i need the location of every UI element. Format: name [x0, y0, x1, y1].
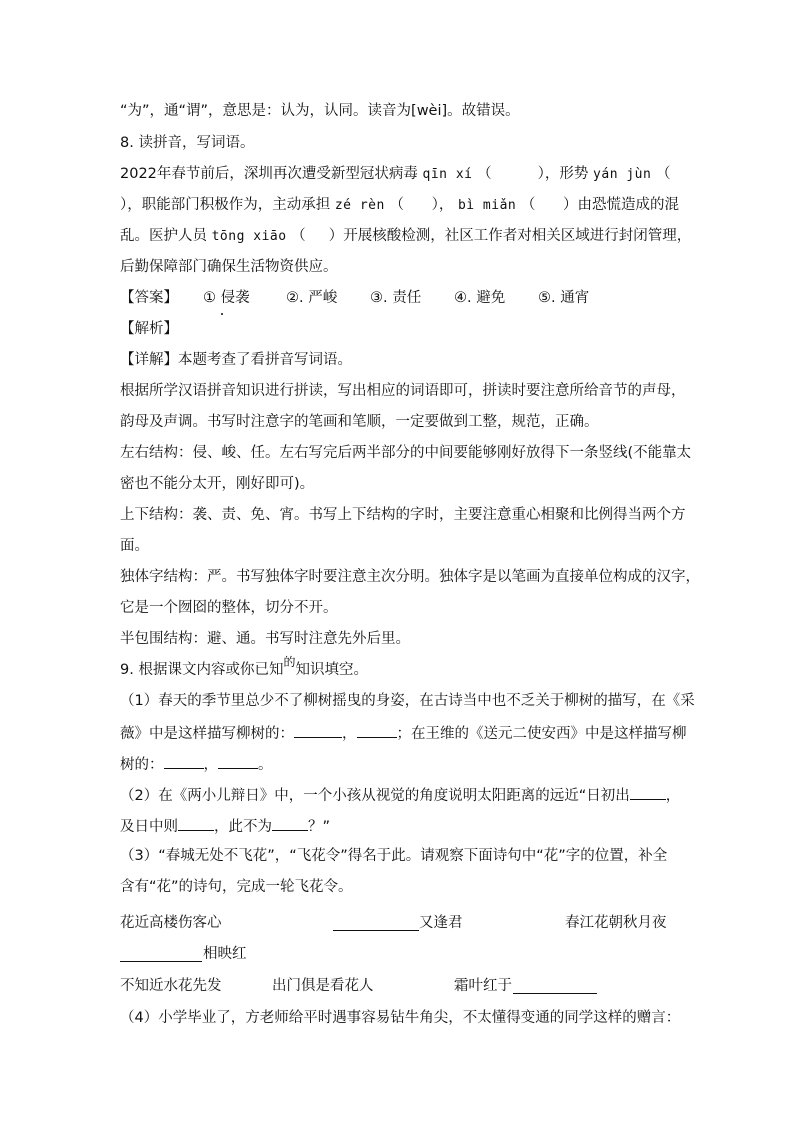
q9-4-line: （4）小学毕业了，方老师给平时遇事容易钻牛角尖，不太懂得变通的同学这样的赠言：	[120, 1010, 681, 1026]
explain-2a: 左右结构：侵、峻、任。左右写完后两半部分的中间要能够刚好放得下一条竖线(不能靠太	[120, 445, 692, 461]
poem-line-3: 春江花朝秋月夜	[565, 915, 667, 931]
poem-line-5: 不知近水花先发	[120, 978, 222, 994]
fill-blank[interactable]	[164, 753, 204, 769]
pinyin-qin-xi: qīn xí	[422, 167, 473, 182]
q8-text: （ ）开展核酸检测，社区工作者对相关区域进行封闭管理，	[291, 228, 692, 244]
q9-2-line-b	[120, 815, 330, 837]
emphasis-dot	[221, 313, 223, 315]
explain-1a: 根据所学汉语拼音知识进行拼读，写出相应的词语即可，拼读时要注意所给音节的声母，	[120, 383, 686, 399]
detail-line: 【详解】本题考查了看拼音写词语。	[120, 352, 352, 368]
fill-blank[interactable]	[630, 784, 666, 800]
q9-text: 。	[258, 757, 273, 773]
explain-3a: 上下结构：袭、责、免、宵。书写上下结构的字时，主要注意重心相聚和比例得当两个方	[120, 507, 686, 523]
q9-3-line-a: （3）“春城无处不飞花”，“飞花令”得名于此。请观察下面诗句中“花”字的位置，补全	[120, 848, 668, 864]
q8-text: （ ），	[389, 197, 454, 213]
fill-blank[interactable]	[120, 944, 202, 962]
fill-blank[interactable]	[333, 913, 419, 931]
q9-text: 及日中则	[120, 819, 178, 835]
q9-text: ，	[665, 788, 681, 804]
answer-label: 【答案】	[120, 290, 178, 306]
q9-1-line-b	[120, 722, 687, 744]
q9-text: 薇》中是这样描写柳树的：	[120, 726, 294, 742]
q9-text: ，	[203, 757, 218, 773]
pinyin-yan-jun: yán jùn	[593, 167, 652, 182]
q8-text: 2022年春节前后，深圳再次遭受新型冠状病毒	[120, 166, 418, 182]
pinyin-tong-xiao: tōng xiāo	[211, 229, 287, 244]
q9-2-line-a	[120, 784, 680, 806]
fill-blank[interactable]	[178, 815, 214, 831]
q9-text: 树的：	[120, 757, 164, 773]
q9-3-line-b: 含有“花”的诗句，完成一轮飞花令。	[120, 879, 353, 895]
q9-1-line-c	[120, 753, 273, 775]
fill-blank[interactable]	[513, 976, 597, 994]
answer-3: ③. 责任	[370, 290, 422, 306]
answer-1: ① 侵袭	[203, 290, 250, 306]
explain-4b: 它是一个囫囵的整体，切分不开。	[120, 600, 338, 616]
q9-text: ？”	[308, 819, 331, 835]
q8-text: （	[655, 166, 671, 182]
q8-text: ），职能部门积极作为，主动承担	[120, 197, 331, 213]
poem-line-2: 又逢君	[419, 915, 463, 931]
explain-3b: 面。	[120, 538, 149, 554]
answer-2: ②. 严峻	[286, 290, 338, 306]
q8-text: （ ）由恐慌造成的混	[520, 197, 680, 213]
answer-5: ⑤. 通宵	[538, 290, 590, 306]
fill-blank[interactable]	[294, 722, 342, 738]
explain-5: 半包围结构：避、通。书写时注意先外后里。	[120, 631, 410, 647]
poem-line-6: 出门俱是看花人	[272, 978, 374, 994]
q9-text: ，此不为	[214, 819, 272, 835]
poem-line-4: 相映红	[203, 946, 247, 962]
q9-text: ；在王维的《送元二使安西》中是这样描写柳	[396, 726, 687, 742]
poem-line-7: 霜叶红于	[454, 978, 512, 994]
answer-4: ④. 避免	[454, 290, 506, 306]
fill-blank[interactable]	[272, 815, 308, 831]
explain-4a: 独体字结构：严。书写独体字时要注意主次分明。独体字是以笔画为直接单位构成的汉字，	[120, 569, 700, 585]
question-8-title: 8. 读拼音，写词语。	[120, 135, 255, 151]
fill-blank[interactable]	[218, 753, 258, 769]
q8-line-2	[120, 195, 679, 216]
q8-line-4: 后勤保障部门确保生活物资供应。	[120, 259, 338, 275]
poem-line-1: 花近高楼伤客心	[120, 915, 222, 931]
q8-text: 乱。医护人员	[120, 228, 207, 244]
q9-text: ，	[342, 726, 357, 742]
q9-title-text: 知识填空。	[295, 662, 368, 678]
q9-1-line-a: （1）春天的季节里总少不了柳树摇曳的身姿，在古诗当中也不乏关于柳树的描写，在《采	[120, 693, 695, 709]
question-9-title	[120, 655, 368, 680]
pinyin-bi-mian: bì miǎn	[457, 198, 517, 213]
pinyin-ze-ren: zé rèn	[334, 198, 385, 213]
q9-title-text: 9. 根据课文内容或你已知	[120, 662, 284, 678]
q8-line-3	[120, 226, 691, 247]
explain-2b: 密也不能分太开，刚好即可)。	[120, 476, 315, 492]
q8-line-1	[120, 164, 670, 185]
fill-blank[interactable]	[357, 722, 397, 738]
previous-answer-line: “为”，通“谓”，意思是：认为，认同。读音为[wèi]。故错误。	[120, 103, 520, 119]
q9-text: （2）在《两小儿辩日》中，一个小孩从视觉的角度说明太阳距离的远近“日初出	[120, 788, 630, 804]
analysis-label: 【解析】	[120, 321, 178, 337]
explain-1b: 韵母及声调。书写时注意字的笔画和笔顺，一定要做到工整，规范，正确。	[120, 414, 599, 430]
q9-title-sup: 的	[283, 655, 296, 669]
q8-text: （ ），形势	[477, 166, 589, 182]
